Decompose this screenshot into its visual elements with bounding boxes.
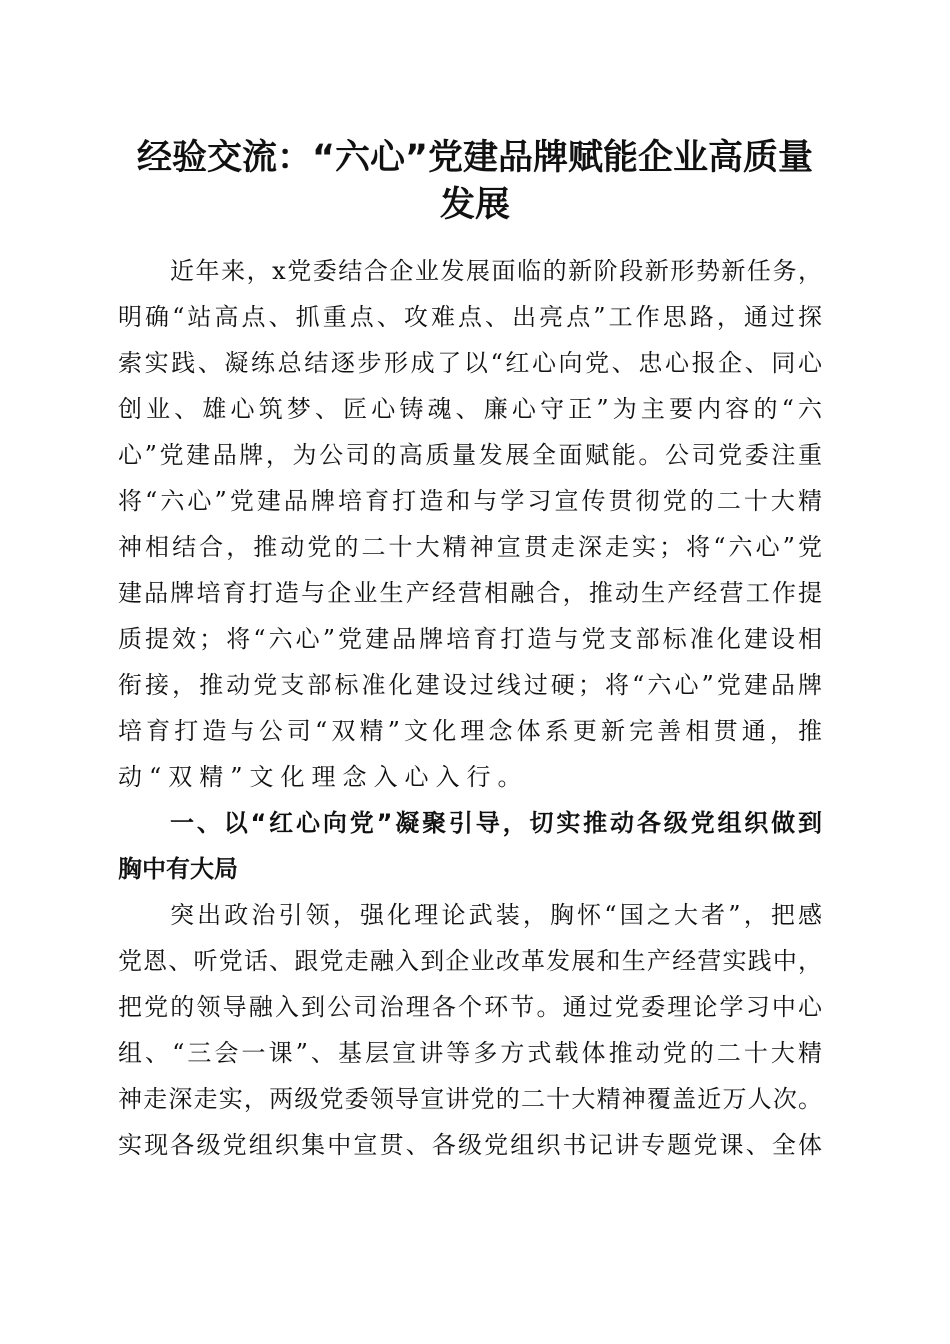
intro-line: 建品牌培育打造与企业生产经营相融合，推动生产经营工作提: [118, 579, 822, 607]
intro-line: 心”党建品牌，为公司的高质量发展全面赋能。公司党委注重: [118, 441, 822, 469]
para1-line: 党恩、听党话、跟党走融入到企业改革发展和生产经营实践中，: [118, 947, 822, 975]
intro-line: 动“双精”文化理念入心入行。: [118, 763, 529, 791]
document-title-line-1: 经验交流：“六心”党建品牌赋能企业高质量: [136, 138, 813, 178]
intro-line: 质提效；将“六心”党建品牌培育打造与党支部标准化建设相: [118, 625, 822, 653]
document-title-line-2: 发展: [439, 185, 510, 225]
para1-line: 实现各级党组织集中宣贯、各级党组织书记讲专题党课、全体: [118, 1131, 822, 1159]
intro-line: 将“六心”党建品牌培育打造和与学习宣传贯彻党的二十大精: [118, 487, 822, 515]
para1-line: 组、“三会一课”、基层宣讲等多方式载体推动党的二十大精: [118, 1039, 822, 1067]
section-heading-1-cont: 胸中有大局: [118, 855, 238, 883]
intro-line: 神相结合，推动党的二十大精神宣贯走深走实；将“六心”党: [118, 533, 822, 561]
intro-line: 近年来，x党委结合企业发展面临的新阶段新形势新任务，: [170, 257, 822, 285]
intro-line: 明确“站高点、抓重点、攻难点、出亮点”工作思路，通过探: [118, 303, 822, 331]
intro-line: 培育打造与公司“双精”文化理念体系更新完善相贯通，推: [118, 717, 822, 745]
section-heading-1: 一、以“红心向党”凝聚引导，切实推动各级党组织做到: [170, 809, 822, 837]
intro-line: 创业、雄心筑梦、匠心铸魂、廉心守正”为主要内容的“六: [118, 395, 822, 423]
para1-line: 神走深走实，两级党委领导宣讲党的二十大精神覆盖近万人次。: [118, 1085, 822, 1113]
para1-line: 突出政治引领，强化理论武装，胸怀“国之大者”，把感: [170, 901, 822, 929]
para1-line: 把党的领导融入到公司治理各个环节。通过党委理论学习中心: [118, 993, 822, 1021]
intro-line: 衔接，推动党支部标准化建设过线过硬；将“六心”党建品牌: [118, 671, 822, 699]
document-body: [118, 248, 822, 1168]
intro-line: 索实践、凝练总结逐步形成了以“红心向党、忠心报企、同心: [118, 349, 822, 377]
